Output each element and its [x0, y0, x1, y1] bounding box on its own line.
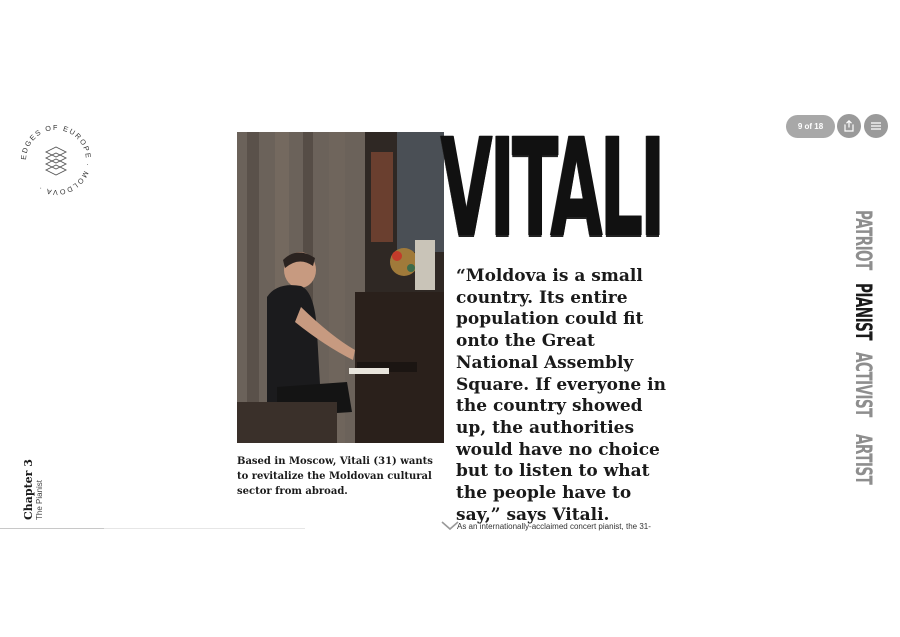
- pull-quote: “Moldova is a small country. Its entire population could fit onto the Great National Assembly Square. If everyone in the country showed up, the authorities would have no choice but to listen to what the people have to say,” says Vitali.: [456, 266, 666, 525]
- side-nav-artist[interactable]: ARTIST: [850, 433, 875, 484]
- profile-name-title: VITALI: [440, 110, 663, 268]
- side-nav-patriot[interactable]: PATRIOT: [850, 210, 875, 270]
- logo-ring-text: EDGES OF EUROPE · MOLDOVA ·: [18, 122, 94, 198]
- pianist-photo-illustration: [237, 132, 444, 443]
- share-button[interactable]: [837, 114, 861, 138]
- body-text-preview: As an internationally-acclaimed concert pianist, the 31-: [457, 522, 651, 531]
- edges-of-europe-logo[interactable]: [18, 122, 94, 198]
- svg-text:EDGES OF EUROPE · MOLDOVA ·: [19, 123, 93, 197]
- reading-progress-bar: [0, 528, 305, 529]
- logo-emblem-icon: [18, 122, 94, 198]
- chapter-subtitle: The Pianist: [35, 479, 44, 520]
- chapter-label: [22, 459, 44, 520]
- pianist-photo: [237, 132, 444, 443]
- menu-icon: [870, 121, 882, 131]
- reading-progress-fill: [0, 528, 104, 529]
- menu-button[interactable]: [864, 114, 888, 138]
- side-nav-activist[interactable]: ACTIVIST: [850, 352, 875, 417]
- side-nav-pianist[interactable]: PIANIST: [850, 283, 875, 341]
- share-icon: [843, 120, 855, 132]
- page-indicator[interactable]: 9 of 18: [786, 115, 835, 138]
- photo-caption: Based in Moscow, Vitali (31) wants to revitalize the Moldovan cultural sector from abroad.: [237, 456, 433, 497]
- chapter-side-nav: [850, 210, 875, 484]
- chapter-title: Chapter 3: [22, 459, 35, 520]
